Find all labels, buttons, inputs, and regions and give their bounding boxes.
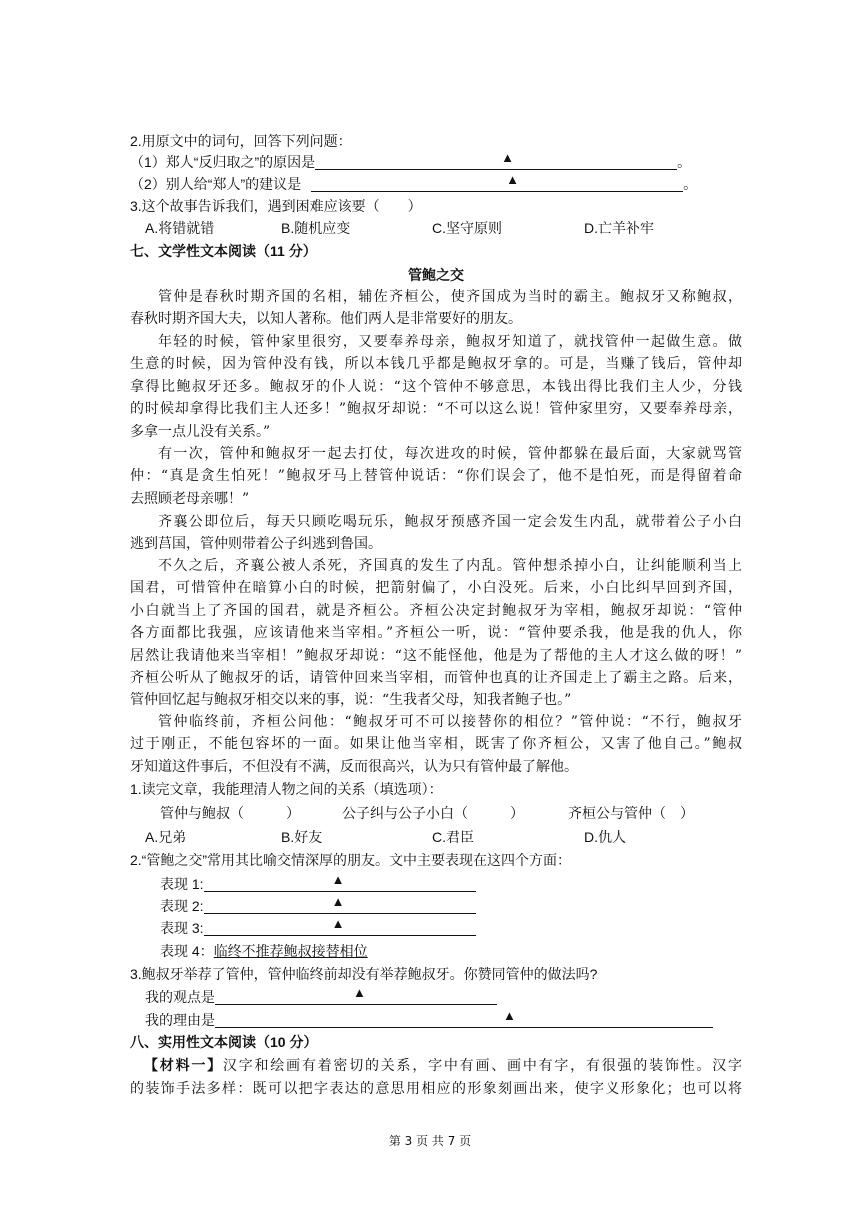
article-line: 各方面都比我强，应该请他来当宰相。”齐桓公一听，说：“管仲要杀我，他是我的仇人，你 [130, 625, 742, 642]
option-c[interactable]: C.坚守原则 [432, 220, 502, 236]
article-line: 不久之后，齐襄公被人杀死，齐国真的发生了内乱。管仲想杀掉小白，让纠能顺利当上 [158, 558, 742, 574]
option-d[interactable]: D.仇人 [584, 829, 626, 845]
article-line: 春秋时期齐国大夫，以知人著称。他们两人是非常要好的朋友。 [130, 311, 522, 328]
my-reason-label: 我的理由是 [145, 1012, 215, 1028]
period: 。 [677, 154, 692, 170]
my-view [145, 986, 757, 1008]
question-6-2-2-text: （2）别人给“郑人”的建议是 [130, 176, 302, 192]
option-d[interactable]: D.亡羊补牢 [584, 220, 654, 236]
article-line: 管仲回忆起与鲍叔牙相交以来的事，说：“生我者父母，知我者鲍子也。” [130, 692, 572, 709]
performance-2-label: 表现 2: [160, 898, 204, 914]
relation-item-3: 齐桓公与管仲（ ） [568, 805, 694, 821]
section-8-heading: 八、实用性文本阅读（10 分） [130, 1034, 318, 1050]
performance-3 [160, 917, 772, 939]
article-line: 过于刚正，不能包容坏的一面。如果让他当宰相，既害了你齐桓公，又害了他自己。”鲍叔 [130, 736, 742, 753]
triangle-marker: ▲ [506, 172, 519, 187]
question-6-2-1 [130, 151, 742, 173]
question-7-2: 2.“管鲍之交”常用其比喻交情深厚的朋友。文中主要表现在这四个方面： [130, 852, 571, 868]
relation-item-1: 管仲与鲍叔（ ） [160, 805, 300, 821]
article-line: 管仲是春秋时期齐国的名相，辅佐齐桓公，使齐国成为当时的霸主。鲍叔牙又称鲍叔， [158, 289, 742, 305]
article-line: 有一次，管仲和鲍叔牙一起去打仗，每次进攻的时候，管仲都躲在最后面，大家就骂管 [158, 446, 742, 462]
performance-1 [160, 873, 772, 895]
article-line: 的时候却拿得比我们主人还多！”鲍叔牙却说：“不可以这么说！管仲家里穷，又要奉养母亲， [130, 401, 742, 418]
option-b[interactable]: B.随机应变 [281, 220, 351, 236]
answer-blank[interactable] [311, 172, 683, 192]
my-view-label: 我的观点是 [145, 989, 215, 1005]
article-line: 去照顾老母亲哪！” [130, 490, 250, 507]
performance-1-label: 表现 1: [160, 876, 204, 892]
article-line: 仲：“真是贪生怕死！”鲍叔牙马上替管仲说话：“你们误会了，他不是怕死，而是得留着命 [130, 468, 742, 485]
article-line: 管仲临终前，齐桓公问他：“鲍叔牙可不可以接替你的相位？”管仲说：“不行，鲍叔牙 [158, 714, 742, 730]
article-line: 生意的时候，因为管仲没有钱，所以本钱几乎都是鲍叔牙拿的。可是，当赚了钱后，管仲却 [130, 356, 742, 373]
article-line: 多拿一点儿没有关系。” [130, 423, 271, 440]
relation-item-2: 公子纠与公子小白（ ） [342, 805, 524, 821]
performance-4-answer: 临终不推荐鲍叔接替相位 [213, 943, 368, 959]
performance-3-label: 表现 3: [160, 920, 204, 936]
performance-2 [160, 895, 772, 917]
material-1-line-1 [130, 1055, 742, 1077]
question-6-2-1-text: （1）郑人“反归取之”的原因是 [130, 154, 316, 170]
section-7-heading: 七、文学性文本阅读（11 分） [130, 243, 317, 259]
triangle-marker: ▲ [331, 872, 345, 887]
answer-blank[interactable] [204, 894, 476, 914]
answer-blank[interactable] [215, 985, 497, 1005]
triangle-marker: ▲ [331, 894, 345, 909]
question-7-1: 1.读完文章，我能理清人物之间的关系（填选项）： [130, 781, 443, 797]
article-line: 牙知道这件事后，不但没有不满，反而很高兴，认为只有管仲最了解他。 [130, 758, 578, 775]
option-a[interactable]: A.兄弟 [145, 829, 187, 845]
answer-blank[interactable] [204, 916, 476, 936]
article-line: 拿得比鲍叔牙还多。鲍叔牙的仆人说：“这个管仲不够意思，本钱出得比我们主人少，分钱 [130, 378, 742, 395]
article-line: 居然让我请他来当宰相！”鲍叔牙却说：“这不能怪他，他是为了帮他的主人才这么做的呀！” [130, 647, 742, 664]
performance-4 [160, 940, 772, 962]
my-reason [145, 1009, 757, 1031]
material-1-label: 【材料一】 [144, 1058, 223, 1074]
performance-4-label: 表现 4： [160, 943, 214, 959]
question-6-3: 3.这个故事告诉我们，遇到困难应该要（ ） [130, 198, 422, 214]
article-title: 管鲍之交 [408, 267, 464, 283]
option-c[interactable]: C.君臣 [432, 829, 474, 845]
option-b[interactable]: B.好友 [281, 829, 323, 845]
answer-blank[interactable] [315, 150, 677, 170]
article-line: 逃到莒国，管仲则带着公子纠逃到鲁国。 [130, 536, 382, 553]
article-line: 年轻的时候，管仲家里很穷，又要奉养母亲，鲍叔牙知道了，就找管仲一起做生意。做 [158, 334, 742, 350]
page-footer: 第 3 页 共 7 页 [388, 1134, 472, 1148]
material-1-text-1: 汉字和绘画有着密切的关系，字中有画、画中有字，有很强的装饰性。汉字 [222, 1058, 743, 1074]
answer-blank[interactable] [204, 872, 476, 892]
material-1-line-2: 的装饰手法多样：既可以把字表达的意思用相应的形象刻画出来，使字义形象化；也可以将 [130, 1081, 742, 1097]
triangle-marker: ▲ [331, 916, 345, 931]
article-line: 小白就当上了齐国的国君，就是齐桓公。齐桓公决定封鲍叔牙为宰相，鲍叔牙却说：“管仲 [130, 602, 742, 619]
period: 。 [683, 176, 698, 192]
triangle-marker: ▲ [503, 1008, 516, 1023]
question-6-2: 2.用原文中的词句，回答下列问题： [130, 133, 352, 149]
question-6-2-2 [130, 173, 742, 195]
article-line: 齐襄公即位后，每天只顾吃喝玩乐，鲍叔牙预感齐国一定会发生内乱，就带着公子小白 [158, 514, 742, 530]
article-line: 国君，可惜管仲在暗算小白的时候，把箭射偏了，小白没死。后来，小白比纠早回到齐国， [130, 580, 742, 597]
answer-blank[interactable] [215, 1008, 713, 1028]
article-line: 齐桓公听从了鲍叔牙的话，请管仲回来当宰相，而管仲也真的让齐国走上了霸主之路。后来， [130, 670, 742, 686]
triangle-marker: ▲ [501, 150, 514, 165]
option-a[interactable]: A.将错就错 [145, 220, 215, 236]
question-7-3: 3.鲍叔牙举荐了管仲，管仲临终前却没有举荐鲍叔牙。你赞同管仲的做法吗? [130, 966, 598, 982]
triangle-marker: ▲ [353, 985, 366, 1000]
